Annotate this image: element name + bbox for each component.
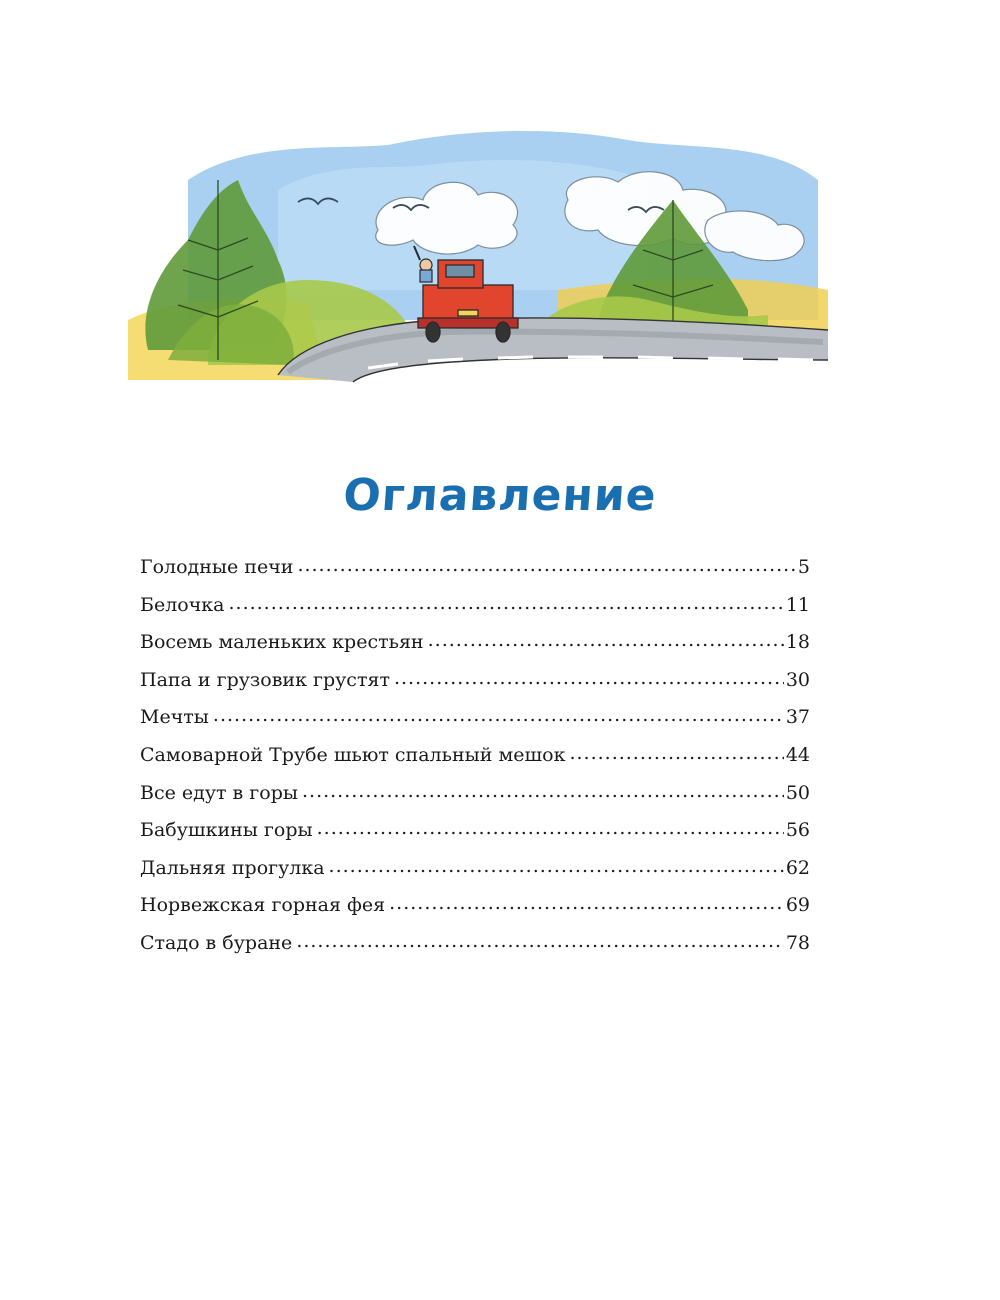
toc-entry-label: Стадо в буране (140, 931, 293, 954)
dot-leader (329, 855, 784, 877)
toc-entry[interactable] (140, 556, 810, 594)
toc-entry-page: 30 (785, 668, 810, 691)
toc-entry-label: Белочка (140, 593, 225, 616)
toc-entry-label: Бабушкины горы (140, 819, 313, 842)
toc-entry-page: 37 (785, 706, 810, 729)
table-of-contents (140, 556, 810, 970)
toc-entry-label: Восемь маленьких крестьян (140, 631, 424, 654)
toc-entry-page: 50 (785, 781, 810, 804)
toc-entry[interactable] (140, 819, 810, 857)
toc-title: Оглавление (341, 470, 659, 521)
toc-entry[interactable] (140, 744, 810, 782)
toc-entry[interactable] (140, 706, 810, 744)
toc-entry-label: Дальняя прогулка (140, 856, 325, 879)
toc-entry-label: Папа и грузовик грустят (140, 668, 390, 691)
toc-entry-label: Норвежская горная фея (140, 894, 386, 917)
dot-leader (394, 667, 784, 689)
dot-leader (228, 592, 783, 614)
toc-entry-label: Самоварной Трубе шьют спальный мешок (140, 743, 566, 766)
toc-entry-page: 18 (785, 631, 810, 654)
toc-entry-page: 11 (785, 593, 810, 616)
toc-entry-page: 78 (785, 931, 810, 954)
dot-leader (317, 817, 784, 839)
toc-entry[interactable] (140, 894, 810, 932)
toc-entry[interactable] (140, 631, 810, 669)
road-truck-illustration (128, 120, 828, 390)
toc-entry[interactable] (140, 932, 810, 970)
toc-entry[interactable] (140, 594, 810, 632)
toc-entry[interactable] (140, 782, 810, 820)
toc-entry-label: Все едут в горы (140, 781, 298, 804)
dot-leader (297, 554, 795, 576)
dot-leader (569, 742, 783, 764)
toc-entry-page: 44 (785, 743, 810, 766)
toc-entry[interactable] (140, 857, 810, 895)
dot-leader (389, 892, 784, 914)
toc-entry-page: 5 (797, 556, 810, 578)
toc-entry-page: 62 (785, 856, 810, 879)
toc-entry-label: Голодные печи (140, 556, 294, 578)
dot-leader (296, 930, 784, 952)
dot-leader (213, 704, 784, 726)
dot-leader (302, 780, 784, 802)
toc-entry[interactable] (140, 669, 810, 707)
dot-leader (428, 629, 784, 651)
toc-entry-page: 56 (785, 819, 810, 842)
toc-entry-label: Мечты (140, 706, 209, 729)
toc-entry-page: 69 (785, 894, 810, 917)
